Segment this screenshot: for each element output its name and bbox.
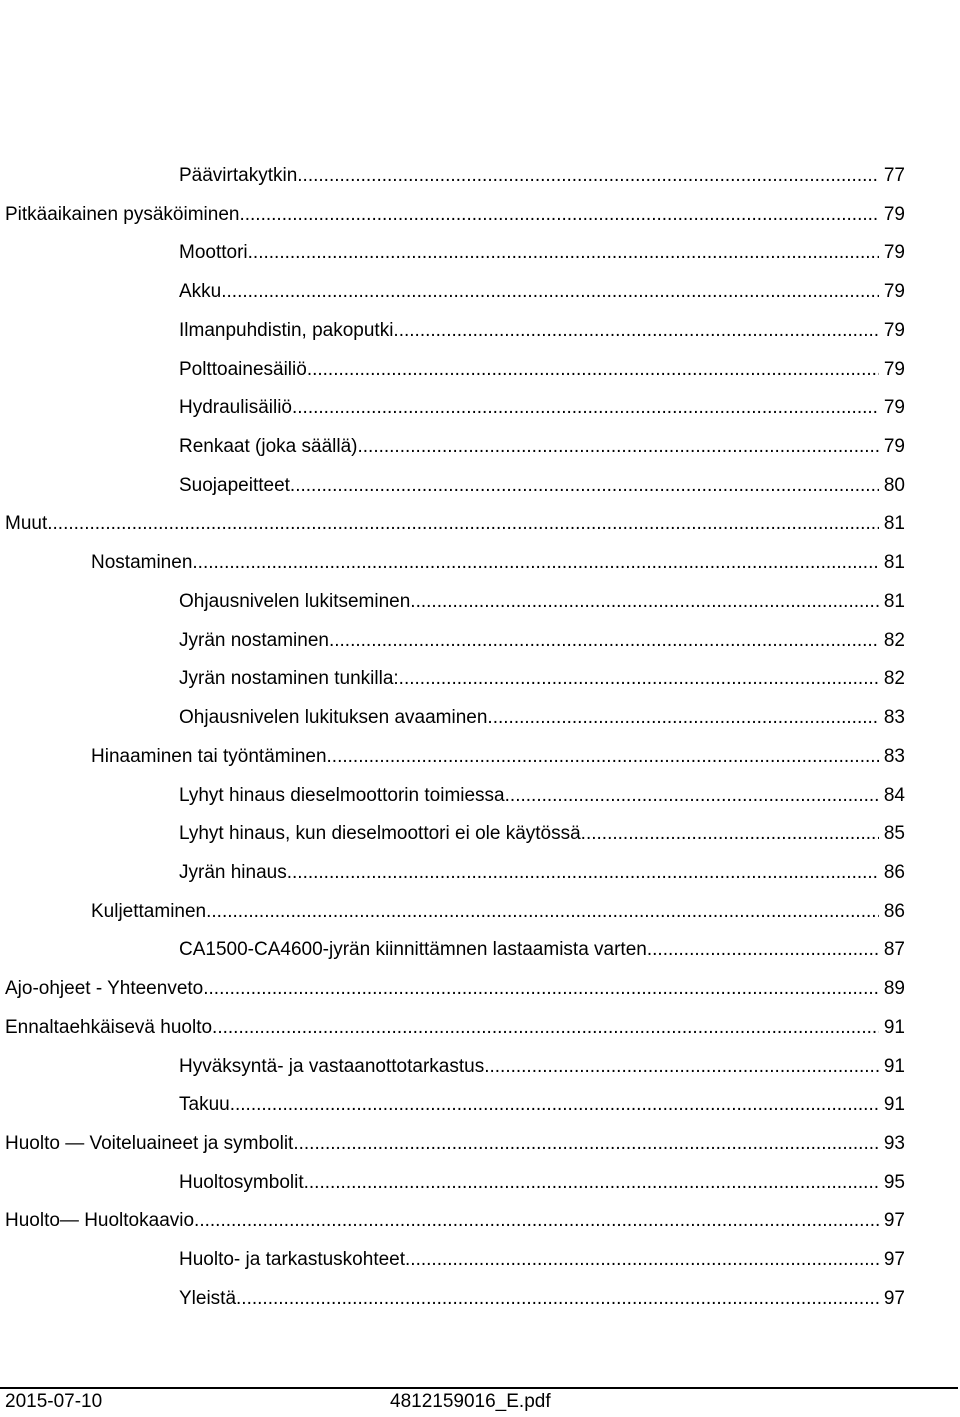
dot-leader [290,467,879,506]
toc-entry-title: Takuu [179,1094,230,1116]
dot-leader [586,815,879,854]
toc-entry-page-number: 87 [883,939,905,961]
toc-entry-page-number: 81 [883,590,905,612]
toc-entry-page-number: 79 [883,319,905,341]
toc-entry-page-number: 82 [883,629,905,651]
toc-entry-page-number: 79 [883,203,905,225]
toc-entry-page-number: 97 [883,1249,905,1271]
dot-leader [221,273,879,312]
toc-entry[interactable] [0,622,905,661]
toc-entry-title: Akku [179,281,222,303]
toc-entry-title: Ajo-ohjeet - Yhteenveto [5,978,204,1000]
toc-entry[interactable] [0,738,905,777]
table-of-contents [0,157,905,1319]
dot-leader [505,777,879,816]
dot-leader [297,157,879,196]
toc-entry-title: Hyväksyntä- ja vastaanottotarkastus [179,1055,485,1077]
toc-entry-title: Polttoainesäiliö [179,358,307,380]
toc-entry[interactable] [0,583,905,622]
toc-entry[interactable] [0,893,905,932]
toc-entry[interactable] [0,428,905,467]
toc-entry-page-number: 79 [883,281,905,303]
toc-entry[interactable] [0,1048,905,1087]
dot-leader [287,854,879,893]
dot-leader [203,970,879,1009]
toc-entry-title: Ennaltaehkäisevä huolto [5,1016,213,1038]
dot-leader [329,622,879,661]
toc-entry-title: Renkaat (joka säällä) [179,436,358,458]
toc-entry[interactable] [0,351,905,390]
dot-leader [327,738,879,777]
toc-entry[interactable] [0,699,905,738]
toc-entry-title: Nostaminen [91,552,193,574]
toc-entry-page-number: 79 [883,242,905,264]
dot-leader [47,505,879,544]
dot-leader [487,699,878,738]
dot-leader [304,1164,879,1203]
dot-leader [248,234,879,273]
dot-leader [647,931,879,970]
toc-entry[interactable] [0,389,905,428]
toc-entry[interactable] [0,1009,905,1048]
toc-entry[interactable] [0,1125,905,1164]
toc-entry-title: Huolto — Voiteluaineet ja symbolit [5,1132,294,1154]
dot-leader [357,428,878,467]
toc-entry[interactable] [0,931,905,970]
toc-entry-page-number: 81 [883,552,905,574]
footer-date: 2015-07-10 [5,1391,103,1412]
footer-filename: 4812159016_E.pdf [390,1391,551,1412]
toc-entry-title: Ohjausnivelen lukituksen avaaminen [179,707,488,729]
toc-entry-title: Hydraulisäiliö [179,397,292,419]
toc-entry-title: Kuljettaminen [91,900,207,922]
dot-leader [293,1125,879,1164]
toc-entry-page-number: 97 [883,1287,905,1309]
toc-entry[interactable] [0,312,905,351]
toc-entry-title: Hinaaminen tai työntäminen [91,745,327,767]
toc-entry-page-number: 82 [883,668,905,690]
toc-entry-title: Ohjausnivelen lukitseminen [179,590,411,612]
toc-entry[interactable] [0,1280,905,1319]
toc-entry[interactable] [0,1241,905,1280]
toc-entry[interactable] [0,970,905,1009]
dot-leader [192,544,878,583]
toc-entry-title: Lyhyt hinaus dieselmoottorin toimiessa [179,784,505,806]
toc-entry-title: Jyrän nostaminen tunkilla: [179,668,399,690]
toc-entry-page-number: 79 [883,397,905,419]
toc-entry[interactable] [0,1086,905,1125]
toc-entry-title: Pitkäaikainen pysäköiminen [5,203,240,225]
dot-leader [484,1048,879,1087]
toc-entry-page-number: 95 [883,1171,905,1193]
toc-entry-title: Huoltosymbolit [179,1171,304,1193]
toc-entry-page-number: 86 [883,900,905,922]
toc-entry-page-number: 91 [883,1055,905,1077]
toc-entry-title: Päävirtakytkin [179,165,298,186]
toc-entry-title: Huolto- ja tarkastuskohteet [179,1249,406,1271]
toc-entry-page-number: 83 [883,745,905,767]
dot-leader [194,1202,879,1241]
toc-entry[interactable] [0,196,905,235]
toc-entry-page-number: 79 [883,436,905,458]
toc-entry-page-number: 84 [883,784,905,806]
dot-leader [393,312,878,351]
toc-entry-page-number: 85 [883,823,905,845]
toc-entry-page-number: 91 [883,1094,905,1116]
toc-entry-title: Ilmanpuhdistin, pakoputki [179,319,394,341]
toc-entry-title: Jyrän nostaminen [179,629,329,651]
toc-entry-title: Suojapeitteet [179,474,290,496]
toc-entry-title: Huolto— Huoltokaavio [5,1210,195,1232]
dot-leader [410,583,879,622]
toc-entry-title: Jyrän hinaus [179,861,287,883]
toc-entry-page-number: 93 [883,1132,905,1154]
toc-entry-page-number: 79 [883,358,905,380]
toc-entry-page-number: 77 [883,165,905,186]
dot-leader [212,1009,879,1048]
toc-entry[interactable] [0,660,905,699]
dot-leader [239,196,878,235]
toc-entry[interactable] [0,234,905,273]
dot-leader [399,660,879,699]
toc-entry-page-number: 80 [883,474,905,496]
toc-entry[interactable] [0,467,905,506]
toc-entry[interactable] [0,157,905,196]
toc-entry-page-number: 97 [883,1210,905,1232]
dot-leader [405,1241,879,1280]
toc-entry-title: Yleistä [179,1287,237,1309]
dot-leader [230,1086,879,1125]
toc-entry[interactable] [0,505,905,544]
toc-entry-title: Lyhyt hinaus, kun dieselmoottori ei ole käytössä. [179,823,586,845]
toc-entry-title: Muut [5,513,48,535]
toc-entry-page-number: 86 [883,861,905,883]
dot-leader [292,389,879,428]
toc-entry[interactable] [0,1164,905,1203]
toc-entry[interactable] [0,777,905,816]
toc-entry[interactable] [0,815,905,854]
toc-entry-title: CA1500-CA4600-jyrän kiinnittämnen lastaamista varten [179,939,647,961]
dot-leader [236,1280,879,1319]
toc-entry-page-number: 83 [883,707,905,729]
dot-leader [206,893,879,932]
toc-entry[interactable] [0,854,905,893]
toc-entry[interactable] [0,273,905,312]
toc-entry-page-number: 81 [883,513,905,535]
footer-rule [0,1387,958,1389]
dot-leader [307,351,879,390]
toc-entry-title: Moottori [179,242,248,264]
toc-entry-page-number: 89 [883,978,905,1000]
toc-entry[interactable] [0,544,905,583]
toc-entry[interactable] [0,1202,905,1241]
toc-entry-page-number: 91 [883,1016,905,1038]
